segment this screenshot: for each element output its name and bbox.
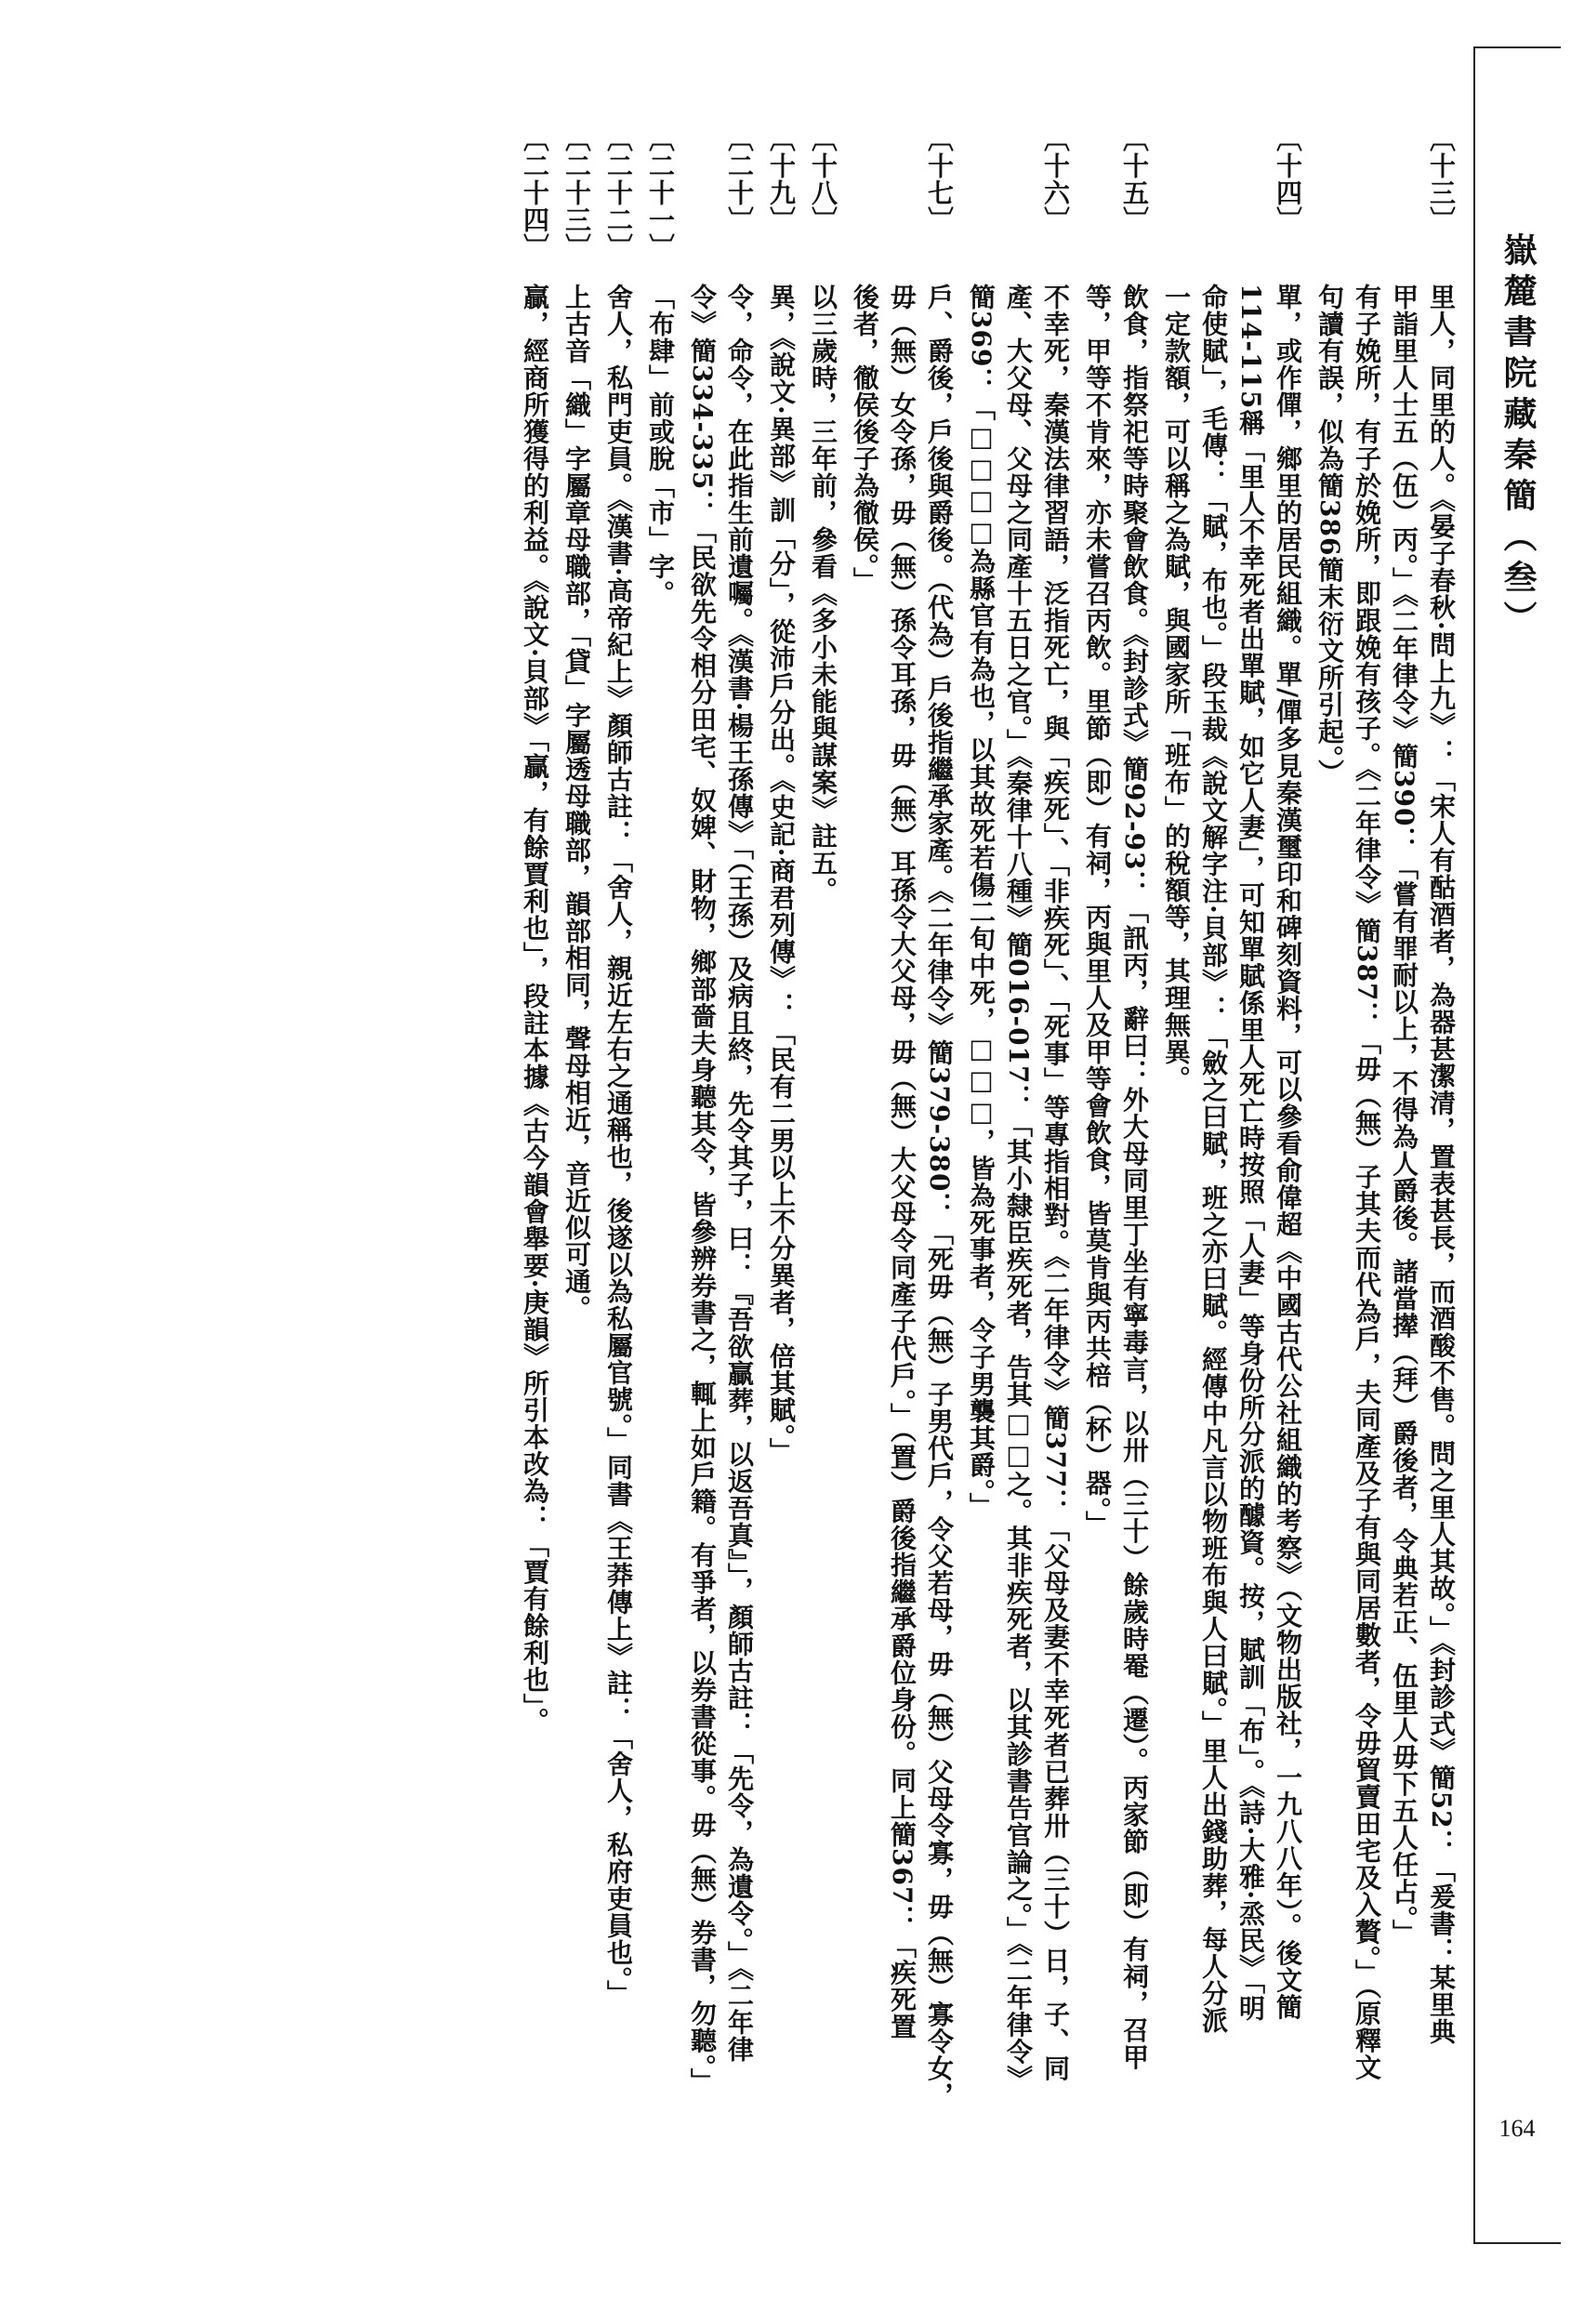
note-14: [1157, 125, 1306, 2199]
note-number: 〔十四〕: [1273, 125, 1303, 233]
note-line: 句讀有誤，似為簡386簡末衍文所引起。）: [1314, 284, 1345, 786]
note-16: [962, 125, 1074, 2199]
note-line: 以三歲時，三年前，參看《多小未能與謀案》註五。: [808, 284, 838, 904]
note-22: [600, 125, 637, 2199]
note-line: 令》簡334-335：「民欲先令相分田宅、奴婢、財物，鄉部嗇夫身聽其令，皆參辨券書之，輒上如戶籍。有爭者，以券書從事。毋（無）券書，勿聽。」: [687, 284, 718, 2095]
note-line: 不幸死，秦漢法律習語，泛指死亡，與「疾死」、「非疾死」、「死事」等專指相對。《二年律令》簡377：「父母及妻不幸死者已葬卅（三十）日，子、同: [1040, 284, 1071, 2082]
note-19: [762, 125, 799, 2199]
note-24: [516, 125, 553, 2199]
note-17: [846, 125, 957, 2199]
note-line: 單，或作僤，鄉里的居民組織。單/僤多見秦漢璽印和碑刻資料，可以參看俞偉超《中國古代公社組織的考察》（文物出版社，一九八八年）。後文簡: [1273, 284, 1303, 2021]
note-number: 〔二十三〕: [561, 125, 592, 260]
note-number: 〔二十四〕: [520, 125, 550, 260]
note-15: [1078, 125, 1153, 2199]
note-line: 有子娩所，有子於娩所，即跟娩有孩子。《二年律令》簡387：「毋（無）子其夫而代為戶，夫同產及子有與同居數者，令毋貿賣田宅及入贅。」（原釋文: [1352, 284, 1382, 2081]
note-line: 等，甲等不肯來，亦未嘗召丙飲。里節（即）有祠，丙與里人及甲等會飲食，皆莫肯與丙共棓（杯）器。」: [1082, 284, 1113, 1538]
note-line: 產、大父母、父母之同產十五日之官。」《秦律十八種》簡016-017：「其小隸臣疾死者，告其□□之。其非疾死者，以其診書告官論之。」《二年律令》: [1003, 284, 1034, 2093]
note-line: 上古音「織」字屬章母職部，「貸」字屬透母職部，韻部相同，聲母相近，音近似可通。: [561, 284, 592, 1322]
note-20: [683, 125, 758, 2199]
notes-area: [112, 125, 1457, 2199]
note-line: 「布肆」前或脫「市」字。: [645, 284, 676, 607]
note-number: 〔二十〕: [724, 125, 755, 233]
note-line: 令，命令，在此指生前遺囑。《漢書·楊王孫傳》「（王孫）及病且終，先令其子，曰：『吾欲贏葬，以返吾真』」，顏師古註：「先令，為遺令。」《二年律: [724, 284, 755, 2063]
note-number: 〔十三〕: [1426, 125, 1457, 233]
note-line: 一定款額，可以稱之為賦，與國家所「班布」的稅額等，其理無異。: [1161, 284, 1192, 1092]
note-line: 戶、爵後，戶後與爵後。（代為）戶後指繼承家產。《二年律令》簡379-380：「死毋（無）子男代戶，令父若母，毋（無）父母令寡，毋（無）寡令女，: [924, 284, 955, 2109]
page-number: 164: [1498, 2115, 1536, 2142]
note-number: 〔十七〕: [924, 125, 955, 233]
note-line: 後者，徹侯後子為徹侯。」: [850, 284, 880, 594]
note-line: 毋（無）女令孫，毋（無）孫令耳孫，毋（無）耳孫令大父母，毋（無）大父母令同產子代戶。」（置）爵後指繼承爵位身份。同上簡367：「疾死置: [887, 284, 918, 2040]
note-line: 飲食，指祭祀等時聚會飲食。《封診式》簡92-93：「訊丙，辭曰：外大母同里丁坐有寧毒言，以卅（三十）餘歲時罨（遷）。丙家節（即）有祠，召甲: [1119, 284, 1150, 2071]
book-title: 嶽麓書院藏秦簡（叁）: [1498, 232, 1538, 641]
note-line: 里人，同里的人。《晏子春秋·問上九》：「宋人有酤酒者，為器甚潔清，置表甚長，而酒酸不售。問之里人其故。」《封診式》簡52：「爰書：某里典: [1426, 284, 1457, 2045]
note-number: 〔二十一〕: [645, 125, 676, 260]
note-number: 〔十五〕: [1119, 125, 1150, 233]
note-line: 舍人，私門吏員。《漢書·高帝紀上》顏師古註：「舍人，親近左右之通稱也，後遂以為私屬官號。」同書《王莽傳上》註：「舍人，私府吏員也。」: [603, 284, 634, 2007]
note-18: [804, 125, 841, 2199]
note-line: 甲詣里人士五（伍）丙。」《二年律令》簡390：「嘗有罪耐以上，不得為人爵後。諸當撵（拜）爵後者，令典若正、伍里人毋下五人任占。」: [1389, 284, 1419, 1947]
note-number: 〔二十二〕: [603, 125, 634, 260]
note-number: 〔十九〕: [766, 125, 797, 233]
note-line: 命使賦」，毛傳：「賦，布也。」段玉裁《說文解字注·貝部》：「斂之曰賦，班之亦曰賦。經傳中凡言以物班布與人曰賦。」里人出錢助葬，每人分派: [1198, 284, 1229, 2034]
note-line: 114-115稱「里人不幸死者出單賦，如它人妻」，可知單賦係里人死亡時按照「人妻」等身份所分派的醵資。按，賦訓「布」。《詩·大雅·烝民》「明: [1235, 284, 1266, 2023]
note-23: [558, 125, 595, 2199]
note-number: 〔十六〕: [1040, 125, 1071, 233]
note-line: 異，《說文·異部》訓「分」，從沛戶分出。《史記·商君列傳》：「民有二男以上不分異者，倍其賦。」: [766, 284, 797, 1465]
note-13: [1311, 125, 1459, 2199]
note-21: [641, 125, 679, 2199]
note-line: 簡369：「□□□□為縣官有為也，以其故死若傷二旬中死，□□□，皆為死事者，令子男襲其爵。」: [966, 284, 997, 1520]
note-line: 贏，經商所獲得的利益。《說文·貝部》「贏，有餘賈利也」，段註本據《古今韻會舉要·庚韻》所引本改為：「賈有餘利也」。: [520, 284, 550, 1735]
note-number: 〔十八〕: [808, 125, 838, 233]
